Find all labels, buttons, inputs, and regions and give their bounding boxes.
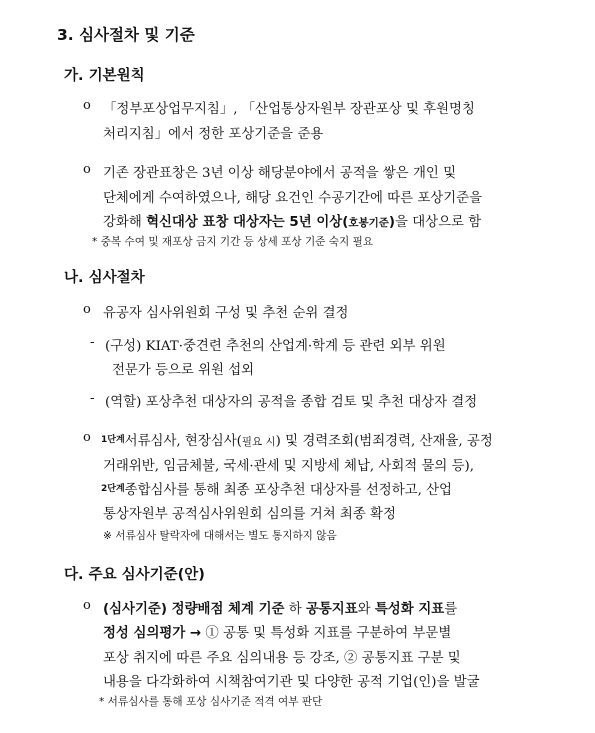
step1-label: 1단계: [101, 435, 125, 445]
dash-icon: -: [90, 391, 95, 406]
c-bullet-line4: 내용을 다각화하여 시책참여기관 및 다양한 공적 기업(인)을 발굴: [103, 675, 480, 690]
a-note: * 중복 수여 및 재포상 금지 기간 등 상세 포상 기준 숙지 필요: [92, 236, 374, 248]
bullet-circle-icon: o: [83, 302, 91, 317]
b-dash1-line1: (구성) KIAT·중견련 추천의 산업계·학계 등 관련 외부 위원: [105, 339, 446, 354]
a-bullet1-line1: 「정부포상업무지침」, 「산업통상자원부 장관포상 및 후원명칭: [103, 102, 475, 117]
b-bullet1: 유공자 심사위원회 구성 및 추천 순위 결정: [103, 306, 349, 321]
subsection-b-title: 나. 심사절차: [64, 270, 145, 286]
bullet-circle-icon: o: [83, 598, 91, 613]
a-bullet2-bold: 혁신대상 표창 대상자는 5년 이상: [146, 215, 343, 230]
subsection-a-title: 가. 기본원칙: [64, 68, 145, 84]
b-dash2: (역할) 포상추천 대상자의 공적을 종합 검토 및 추천 대상자 결정: [105, 395, 478, 410]
a-bullet1-line2: 처리지침」에서 정한 포상기준을 준용: [103, 127, 324, 142]
a-bullet2-line3: 강화해 혁신대상 표창 대상자는 5년 이상(호봉기준)을 대상으로 함: [103, 215, 482, 230]
b-dash1-line2: 전문가 등으로 위원 섭외: [112, 363, 255, 378]
bullet-circle-icon: o: [83, 162, 91, 177]
bullet-circle-icon: o: [83, 430, 91, 445]
c-bullet-line2: 정성 심의평가 → ① 공통 및 특성화 지표를 구분하여 부문별: [103, 626, 452, 641]
c-note: * 서류심사를 통해 포상 심사기준 적격 여부 판단: [99, 696, 323, 708]
c-bullet-line1: (심사기준) 정량배점 체계 기준 하 공통지표와 특성화 지표를: [103, 602, 458, 617]
a-bullet2-line1: 기존 장관표창은 3년 이상 해당분야에서 공적을 쌓은 개인 및: [103, 166, 457, 181]
dash-icon: -: [90, 335, 95, 350]
c-bullet-line3: 포상 취지에 따른 주요 심의내용 등 강조, ② 공통지표 구분 및: [103, 651, 461, 666]
section-title: 3. 심사절차 및 기준: [57, 26, 195, 44]
step2-label: 2단계: [101, 484, 125, 494]
a-bullet2-line2: 단체에게 수여하였으나, 해당 요건인 수공기간에 따른 포상기준을: [103, 191, 483, 206]
b-bullet2-line4: 통상자원부 공적심사위원회 심의를 거쳐 최종 확정: [103, 507, 396, 522]
b-note: ※ 서류심사 탈락자에 대해서는 별도 통지하지 않음: [103, 530, 337, 542]
b-bullet2-line1: $^{1단계}$서류심사, 현장심사(필요 시) 및 경력조회(범죄경력, 산재율, 공정: [101, 434, 493, 449]
b-bullet2-line3: $^{2단계}$종합심사를 통해 최종 포상추천 대상자를 선정하고, 산업: [101, 483, 452, 498]
b-bullet2-line2: 거래위반, 임금체불, 국세·관세 및 지방세 체납, 사회적 물의 등),: [103, 459, 475, 474]
bullet-circle-icon: o: [83, 98, 91, 113]
subsection-c-title: 다. 주요 심사기준(안): [64, 567, 205, 583]
